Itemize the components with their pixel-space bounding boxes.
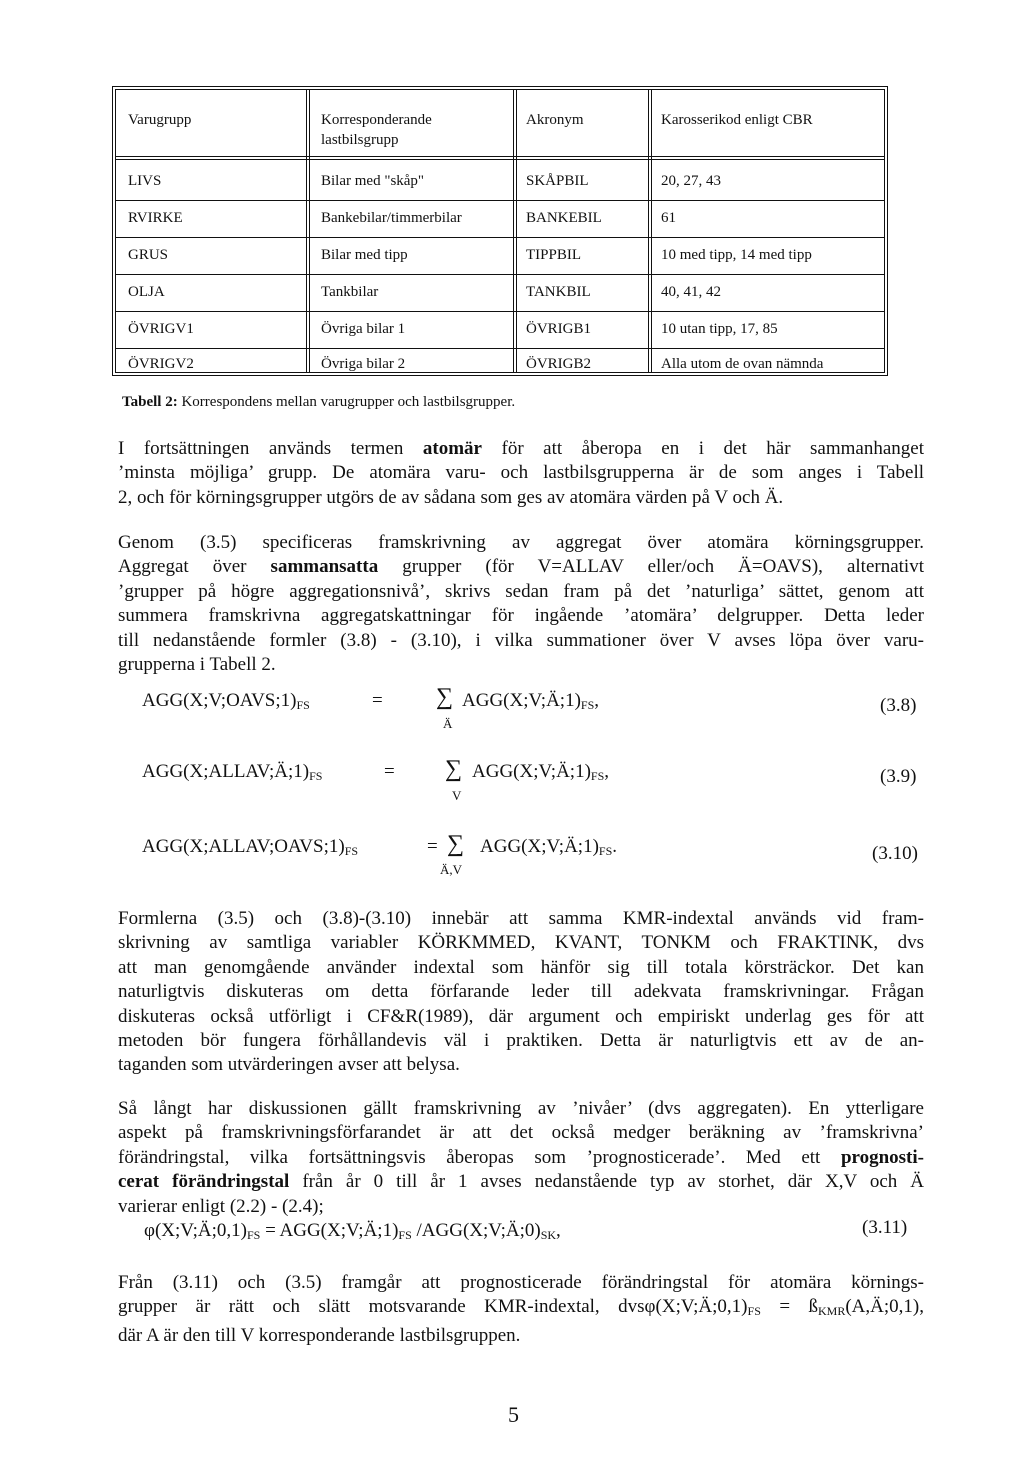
paragraph-aggregat: [118, 531, 924, 677]
table-row-divider: [116, 237, 884, 238]
cell-akronym: TIPPBIL: [526, 247, 582, 263]
cell-varugrupp: ÖVRIGV2: [128, 356, 194, 372]
text-line: summera framskrivna aggregatskattningar för ingående ’atomära’ delgrupper. Detta leder: [118, 605, 924, 627]
cell-karosserikod: 40, 41, 42: [661, 284, 721, 300]
text-line: naturligtvis diskuteras om detta förfarande leder till adekvata framskrivningar. Frågan: [118, 981, 924, 1003]
text-line: ’grupper på högre aggregationsnivå’, skrivs sedan fram på det ’naturliga’ sättet, genom att: [118, 580, 924, 602]
cell-akronym: SKÅPBIL: [526, 173, 589, 189]
text-line: Så långt har diskussionen gällt framskrivning av ’nivåer’ (dvs aggregaten). En ytterligare: [118, 1098, 924, 1119]
header-akronym: Akronym: [526, 112, 584, 128]
text-line: förändringstal, vilka fortsättningsvis åberopas som ’prognosticerade’. Med ett prognosti-: [118, 1146, 924, 1168]
paragraph-atomar: [118, 437, 924, 510]
text-line: metoden bör fungera förhållandevis väl i praktiken. Detta är naturligtvis ett av de an-: [118, 1030, 924, 1052]
cell-karosserikod: 10 med tipp, 14 med tipp: [661, 247, 812, 263]
cell-akronym: ÖVRIGB1: [526, 321, 592, 337]
caption-label: Tabell 2:: [122, 394, 178, 410]
text-line: grupperna i Tabell 2.: [118, 654, 276, 676]
table-row-divider: [116, 274, 884, 275]
text-line: där A är den till V korresponderande lastbilsgruppen.: [118, 1324, 521, 1346]
text-line: skrivning av samtliga variabler KÖRKMMED, KVANT, TONKM och FRAKTINK, dvs: [118, 932, 924, 954]
text-line: 2, och för körningsgrupper utgörs de av sådana som ges av atomära värden på V och Ä.: [118, 486, 784, 508]
caption-text: Korrespondens mellan varugrupper och lastbilsgrupper.: [177, 394, 516, 410]
cell-karosserikod: 10 utan tipp, 17, 85: [661, 321, 778, 337]
cell-lastbilsgrupp: Övriga bilar 1: [321, 321, 406, 337]
cell-varugrupp: ÖVRIGV1: [128, 321, 194, 337]
text-line: I fortsättningen används termen atomär för att åberopa en i det här sammanhanget: [118, 438, 924, 459]
table-row-divider: [116, 348, 884, 349]
table-row-divider: [116, 200, 884, 201]
header-lastbilsgrupp: Korresponderande lastbilsgrupp: [321, 112, 432, 148]
cell-lastbilsgrupp: Övriga bilar 2: [321, 356, 406, 372]
cell-varugrupp: RVIRKE: [128, 210, 183, 226]
page-number: 5: [508, 1402, 519, 1427]
cell-akronym: TANKBIL: [526, 284, 591, 300]
cell-akronym: BANKEBIL: [526, 210, 602, 226]
cell-lastbilsgrupp: Tankbilar: [321, 284, 379, 300]
cell-varugrupp: GRUS: [128, 247, 169, 263]
paragraph-slutsats: [118, 1271, 924, 1348]
text-line: till nedanstående formler (3.8) - (3.10), i vilka summationer över V avses löpa över varu-: [118, 629, 924, 651]
cell-lastbilsgrupp: Bilar med "skåp": [321, 173, 425, 189]
text-line: Aggregat över sammansatta grupper (för V=ALLAV eller/och Ä=OAVS), alternativt: [118, 556, 924, 578]
text-line: taganden som utvärderingen avser att belysa.: [118, 1054, 460, 1076]
text-line: Genom (3.5) specificeras framskrivning av aggregat över atomära körningsgrupper.: [118, 532, 924, 553]
correspondence-table: [112, 86, 888, 376]
table-row-divider: [116, 311, 884, 312]
table-header-row: [116, 90, 884, 160]
text-line: varierar enligt (2.2) - (2.4);: [118, 1195, 324, 1217]
cell-karosserikod: Alla utom de ovan nämnda: [661, 356, 824, 372]
cell-varugrupp: LIVS: [128, 173, 162, 189]
text-line: Från (3.11) och (3.5) framgår att prognosticerade förändringstal för atomära körnings-: [118, 1272, 924, 1293]
cell-varugrupp: OLJA: [128, 284, 165, 300]
paragraph-prognos: [118, 1097, 924, 1219]
text-line: aspekt på framskrivningsförfarandet är att det också medger beräkning av ’framskrivna’: [118, 1122, 924, 1144]
text-line: cerat förändringstal från år 0 till år 1 avses nedanstående typ av storhet, där X,V och Ä: [118, 1171, 924, 1193]
header-varugrupp: Varugrupp: [128, 112, 192, 128]
cell-karosserikod: 20, 27, 43: [661, 173, 721, 189]
cell-akronym: ÖVRIGB2: [526, 356, 592, 372]
header-karosserikod: Karosserikod enligt CBR: [661, 112, 813, 128]
document-page: Varugrupp Korresponderande lastbilsgrupp Akronym Karosserikod enligt CBR LIVS Bilar med "skåp" SKÅPBIL 20, 27, 43 RVIRKE Bankebilar/timmerbilar BANKEBIL 61 GRUS Bilar med tipp TIPPBIL 10 med tipp, 14 med tipp OLJA Tankbilar TANKBIL 40, 41, 42 ÖVRIGV1 Övriga bilar 1 ÖVRIGB1 10 utan tipp, 17, 85 ÖVRIGV2 Övriga bilar 2 ÖVRIGB2 Alla utom de ovan nämnda Tabell 2: Korrespondens mellan varugrupper och lastbilsgrupper. I fortsättningen används termen atomär för att åberopa en i det här sammanhanget ’minsta möjliga’ grupp. De atomära varu- och lastbilsgrupperna är de som anges i Tabell 2, och för körningsgrupper utgörs de av sådana som ges av atomära värden på V och Ä. Genom (3.5) specificeras framskrivning av aggregat över atomära körningsgrupper. Aggregat över sammansatta grupper (för V=ALLAV eller/och Ä=OAVS), alternativt ’grupper på högre aggregationsnivå’, skrivs sedan fram på det ’naturliga’ sättet, genom att summera framskrivna aggregatskattningar för ingående ’atomära’ delgrupper. Detta leder till nedanstående formler (3.8) - (3.10), i vilka summationer över V avses löpa över varu- grupperna i Tabell 2. $AGG(X;V;OAVS;1)_{FS}$ = ∑ Ä $AGG(X;V;Ä;1)_{FS}$, (3.8) $AGG(X;ALLAV;Ä;1)_{FS}$ = ∑ V $AGG(X;V;Ä;1)_{FS}$, (3.9) $AGG(X;ALLAV;OAVS;1)_{FS}$ = ∑ Ä,V $AGG(X;V;Ä;1)_{FS}$. (3.10) Formlerna (3.5) och (3.8)-(3.10) innebär att samma KMR-indextal används vid fram- skrivning av samtliga variabler KÖRKMMED, KVANT, TONKM och FRAKTINK, dvs att man genomgående använder indextal som hänför sig till totala körsträckor. Det kan naturligtvis diskuteras om detta förfarande leder till adekvata framskrivningar. Frågan diskuteras också utförligt i CF&R(1989), där argument och empiriskt underlag ges för att metoden bör fungera förhållandevis väl i praktiken. Detta är naturligtvis ett av de an- taganden som utvärderingen avser att belysa. Så långt har diskussionen gällt framskrivning av ’nivåer’ (dvs aggregaten). En ytterligare aspekt på framskrivningsförfarandet är att det också medger beräkning av ’framskrivna’ förändringstal, vilka fortsättningsvis åberopas som ’prognosticerade’. Med ett prognosti- cerat förändringstal från år 0 till år 1 avses nedanstående typ av storhet, där X,V och Ä varierar enligt (2.2) - (2.4); $\varphi(X;V;Ä;0,1)_{FS}$ = $AGG(X;V;Ä;1)_{FS}$ $/AGG(X;V;Ä;0)_{SK}$, (3.11) Från (3.11) och (3.5) framgår att prognosticerade förändringstal för atomära körnings- grupper är rätt och slätt motsvarande KMR-indextal, $dvs\varphi(X;V;Ä;0,1)_{FS}$ = $ß_{KMR}(A,Ä;0,1)$, där A är den till V korresponderande lastbilsgruppen. 5: [0, 0, 1024, 1482]
cell-lastbilsgrupp: Bankebilar/timmerbilar: [321, 210, 462, 226]
text-line: Formlerna (3.5) och (3.8)-(3.10) innebär att samma KMR-indextal används vid fram-: [118, 908, 924, 929]
paragraph-formlerna: [118, 907, 924, 1078]
table-caption: [122, 394, 515, 411]
cell-lastbilsgrupp: Bilar med tipp: [321, 247, 408, 263]
text-line: att man genomgående använder indextal som hänför sig till totala körsträckor. Det kan: [118, 956, 924, 978]
text-line: diskuteras också utförligt i CF&R(1989), där argument och empiriskt underlag ges för att: [118, 1005, 924, 1027]
text-line: ’minsta möjliga’ grupp. De atomära varu- och lastbilsgrupperna är de som anges i Tabell: [118, 462, 924, 484]
cell-karosserikod: 61: [661, 210, 676, 226]
text-line: grupper är rätt och slätt motsvarande KMR-indextal, $dvs\varphi(X;V;Ä;0,1)_{FS}$ = $ß_{KMR}(A,Ä;0,1)$,: [118, 1296, 924, 1319]
